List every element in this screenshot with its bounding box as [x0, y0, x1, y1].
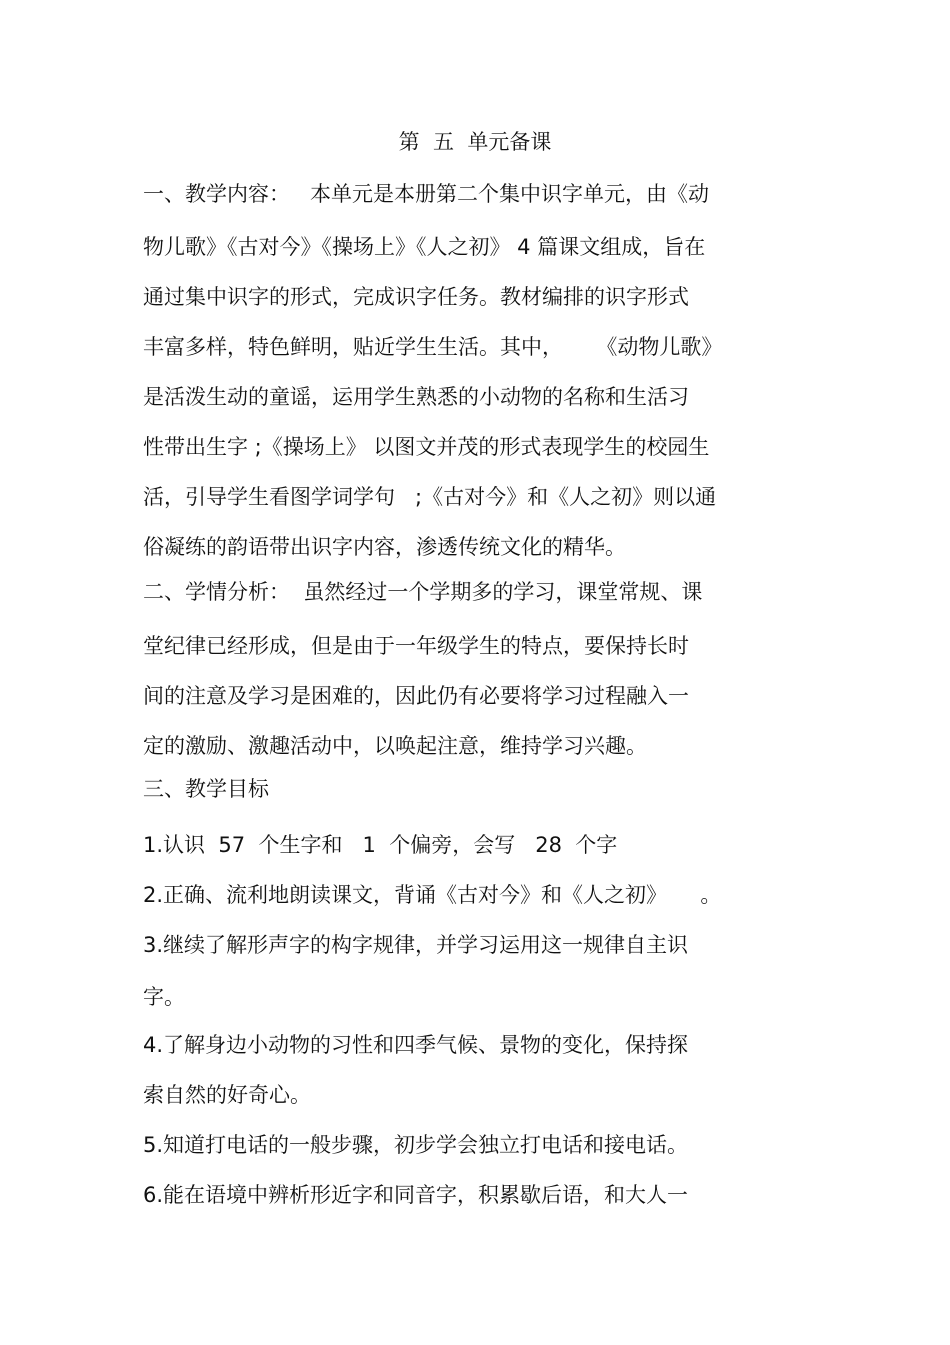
- page-title: 第 五 单元备课: [398, 130, 552, 154]
- list-item: 4.了解身边小动物的习性和四季气候、景物的变化，保持探: [143, 1033, 689, 1057]
- text-line: 丰富多样，特色鲜明，贴近学生生活。其中， 《动物儿歌》: [143, 335, 723, 359]
- text-line: 俗凝练的韵语带出识字内容，渗透传统文化的精华。: [143, 535, 626, 559]
- text-line: 通过集中识字的形式，完成识字任务。教材编排的识字形式: [143, 285, 689, 309]
- text-line: 是活泼生动的童谣，运用学生熟悉的小动物的名称和生活习: [143, 385, 689, 409]
- list-item: 5.知道打电话的一般步骤，初步学会独立打电话和接电话。: [143, 1133, 689, 1157]
- list-item: 2.正确、流利地朗读课文，背诵《古对今》和《人之初》 。: [143, 883, 722, 907]
- text-line: 定的激励、激趣活动中，以唤起注意，维持学习兴趣。: [143, 734, 647, 758]
- text-line: 间的注意及学习是困难的，因此仍有必要将学习过程融入一: [143, 684, 689, 708]
- list-item-continuation: 索自然的好奇心。: [143, 1083, 311, 1107]
- text-line: 活，引导学生看图学词学句 ;《古对今》和《人之初》则以通: [143, 485, 717, 509]
- text-line: 一、教学内容： 本单元是本册第二个集中识字单元，由《动: [143, 182, 710, 206]
- section-heading: 三、教学目标: [143, 777, 269, 801]
- list-item: 3.继续了解形声字的构字规律，并学习运用这一规律自主识: [143, 933, 689, 957]
- text-line: 物儿歌》《古对今》《操场上》《人之初》 4 篇课文组成，旨在: [143, 235, 706, 259]
- list-item: 1.认识 57 个生字和 1 个偏旁，会写 28 个字: [143, 833, 618, 857]
- list-item: 6.能在语境中辨析形近字和同音字，积累歇后语，和大人一: [143, 1183, 689, 1207]
- text-line: 性带出生字 ;《操场上》 以图文并茂的形式表现学生的校园生: [143, 435, 710, 459]
- text-line: 堂纪律已经形成，但是由于一年级学生的特点，要保持长时: [143, 634, 689, 658]
- section-heading: 二、学情分析： 虽然经过一个学期多的学习，课堂常规、课: [143, 580, 703, 604]
- list-item-continuation: 字。: [143, 985, 185, 1009]
